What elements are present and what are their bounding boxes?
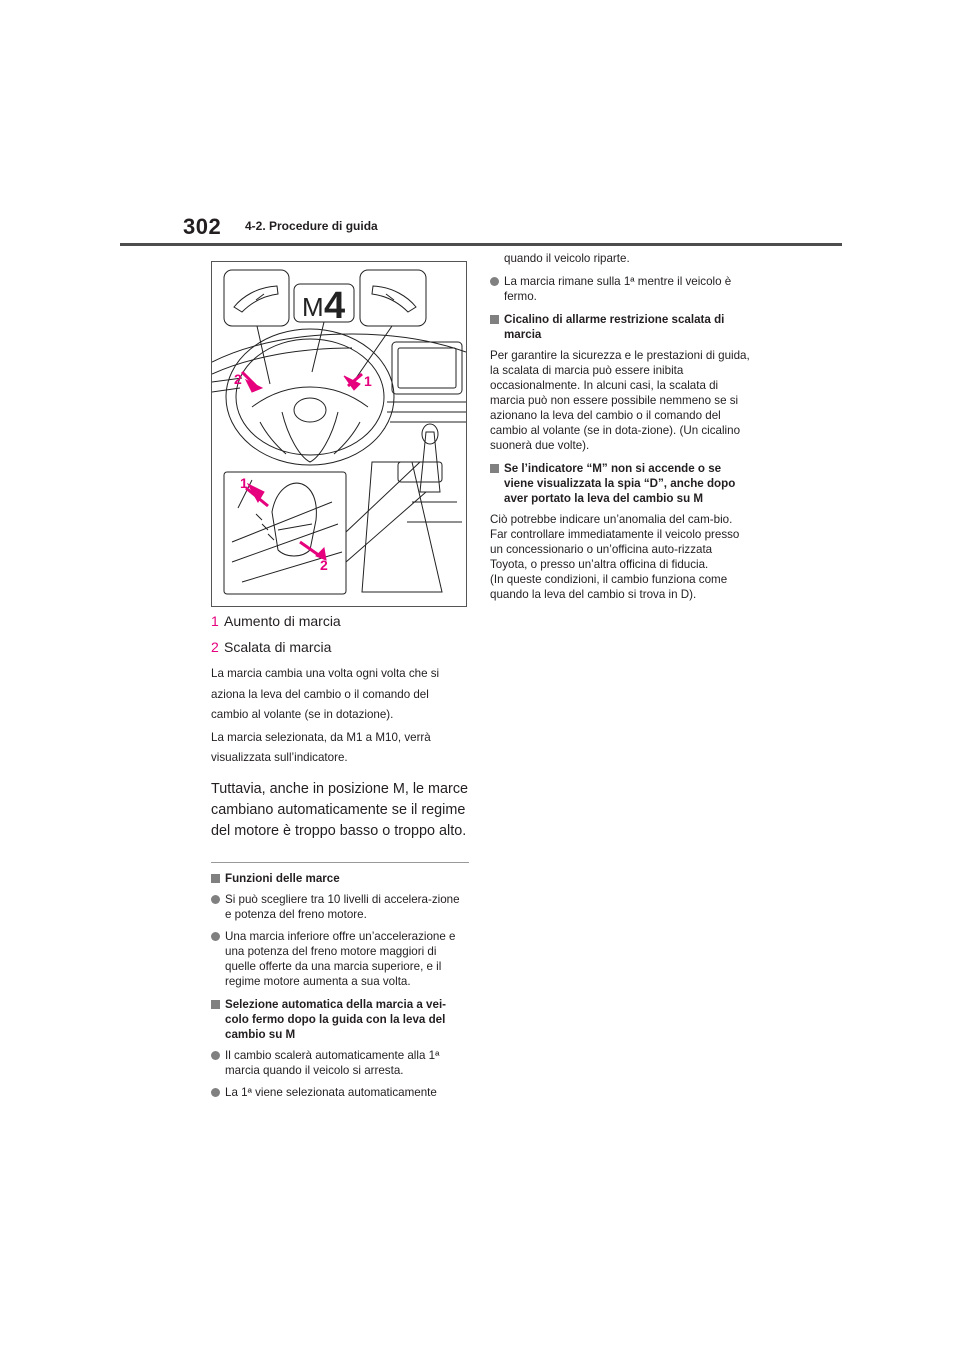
circle-bullet-icon [211, 1088, 220, 1097]
square-bullet-icon [490, 315, 499, 324]
paddle-left-callout [224, 270, 289, 326]
label-1-lever: 1 [240, 475, 248, 491]
bullet-item [211, 1048, 469, 1078]
sub-heading-text: Cicalino di allarme restrizione scalata di marcia [504, 313, 725, 341]
bullet-text: Una marcia inferiore offre un’accelerazione e una potenza del freno motore maggiori di quelle offerte da una marcia superiore, e il regime motore aumenta a sua volta. [225, 929, 456, 988]
sub-heading [211, 871, 469, 886]
bullet-text: Il cambio scalerà automaticamente alla 1ª marcia quando il veicolo si arresta. [225, 1048, 440, 1077]
indicator-digit: 4 [324, 285, 346, 327]
circle-bullet-icon [211, 895, 220, 904]
wheel-emblem [294, 398, 326, 422]
sub-heading [490, 312, 752, 342]
label-1-paddle: 1 [364, 373, 372, 389]
center-screen [392, 342, 462, 394]
illustration-svg [212, 262, 466, 606]
legend-number: 2 [211, 639, 219, 655]
section-title: 4-2. Procedure di guida [245, 219, 378, 233]
bullet-text: La 1ª viene selezionata automaticamente [225, 1085, 437, 1099]
bullet-text: Si può scegliere tra 10 livelli di accelera-zione e potenza del freno motore. [225, 892, 460, 921]
sub-heading-text: Selezione automatica della marcia a vei-colo fermo dopo la guida con la leva del cambio su M [225, 997, 447, 1041]
paragraph: La marcia cambia una volta ogni volta che si aziona la leva del cambio o il comando del cambio al volante (se in dotazione). [211, 667, 440, 721]
legend-number: 1 [211, 613, 219, 629]
bullet-item [211, 892, 469, 922]
bullet-item [490, 274, 752, 304]
label-2-lever: 2 [320, 557, 328, 573]
sub-heading-text: Funzioni delle marce [225, 871, 340, 885]
square-bullet-icon [211, 1000, 220, 1009]
paragraph: Ciò potrebbe indicare un’anomalia del cam-bio. Far controllare immediatamente il veicolo presso un concessionario o un’officina auto-rizzata Toyota, o presso un’altra officina di fiducia. [490, 513, 740, 571]
label-2-paddle: 2 [234, 371, 242, 387]
circle-bullet-icon [211, 1051, 220, 1060]
legend-text: Aumento di marcia [224, 613, 341, 629]
header-rule [120, 243, 842, 246]
paddle-right-callout [360, 270, 426, 326]
circle-bullet-icon [490, 277, 499, 286]
paragraph: La marcia selezionata, da M1 a M10, verrà visualizzata sull’indicatore. [211, 730, 431, 764]
legend-item-upshift [211, 612, 469, 630]
paragraph: (In queste condizioni, il cambio funziona come quando la leva del cambio si trova in D). [490, 573, 728, 601]
square-bullet-icon [490, 464, 499, 473]
gear-shift-illustration [211, 261, 467, 607]
bullet-item [211, 1085, 469, 1100]
bullet-item [211, 929, 469, 989]
paragraph: Per garantire la sicurezza e le prestazioni di guida, la scalata di marcia può essere inibita occasionalmente. In alcuni casi, la scalata di marcia può non essere possibile nemmeno se si azionano la leva del cambio o il comando del cambio al volante (se in dota-zione). (Un cicalino suonerà due volte). [490, 349, 750, 452]
paragraph-large: Tuttavia, anche in posizione M, le marce cambiano automaticamente se il regime del motore è troppo basso o troppo alto. [211, 780, 469, 839]
left-column [211, 612, 469, 1107]
legend-item-downshift [211, 638, 469, 656]
sub-heading [211, 997, 469, 1042]
square-bullet-icon [211, 874, 220, 883]
sub-heading-text: Se l’indicatore “M” non si accende o se viene visualizzata la spia “D”, anche dopo aver portato la leva del cambio su M [504, 462, 736, 505]
bullet-text: La marcia rimane sulla 1ª mentre il veicolo è fermo. [504, 275, 732, 303]
legend-text: Scalata di marcia [224, 639, 332, 655]
page-number: 302 [183, 214, 222, 239]
right-column [490, 251, 752, 609]
sub-heading [490, 461, 752, 506]
continued-text: quando il veicolo riparte. [504, 252, 630, 265]
divider [211, 862, 469, 863]
circle-bullet-icon [211, 932, 220, 941]
indicator-letter: M [302, 292, 324, 322]
